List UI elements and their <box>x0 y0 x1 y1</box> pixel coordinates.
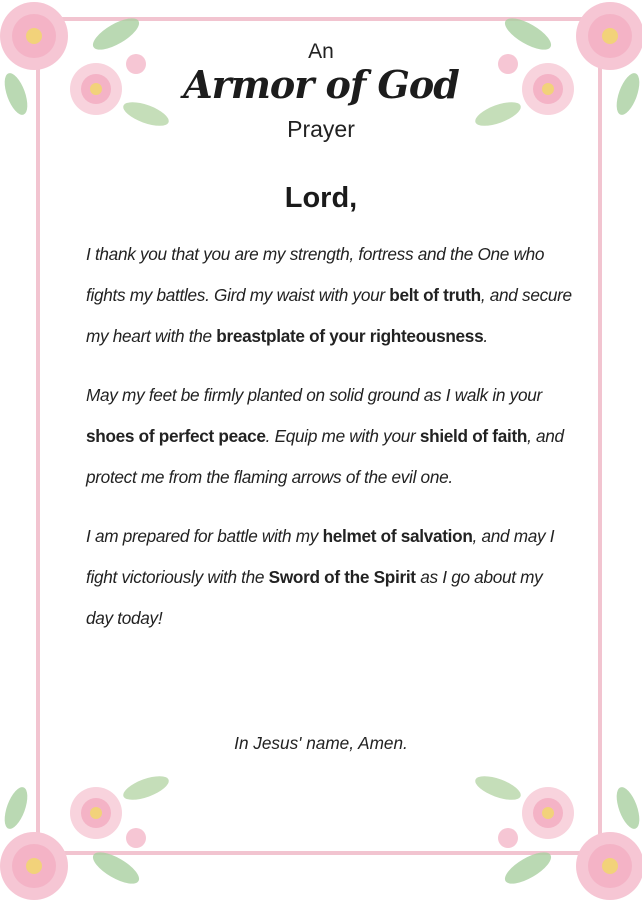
armor-shoes: shoes of perfect peace <box>86 426 266 446</box>
paragraph-text: . Equip me with your <box>265 426 420 446</box>
page-title: Armor of God <box>183 62 459 107</box>
paragraph-text: , and may I fight victoriously with the <box>86 526 555 587</box>
paragraph-text: I am prepared for battle with my <box>86 526 323 546</box>
paragraph-2 <box>86 375 572 498</box>
closing-line: In Jesus' name, Amen. <box>234 733 408 753</box>
paragraph-text: as I go about my day today! <box>86 567 543 628</box>
title-suffix: Prayer <box>287 116 355 142</box>
paragraph-text: , and secure my heart with the <box>86 285 572 346</box>
armor-breastplate: breastplate of your righteousness <box>216 326 484 346</box>
prayer-body <box>86 234 572 657</box>
armor-shield: shield of faith <box>419 426 528 446</box>
title-prefix: An <box>308 40 334 63</box>
paragraph-text: May my feet be firmly planted on solid ground as I walk in your <box>86 385 542 405</box>
paragraph-text: I thank you that you are my strength, fortress and the One who fights my battles. Gird my waist with your <box>86 244 545 305</box>
paragraph-text: . <box>483 326 488 346</box>
armor-belt: belt of truth <box>389 285 481 305</box>
paragraph-3 <box>86 516 572 639</box>
paragraph-1 <box>86 234 572 357</box>
paragraph-text: , and protect me from the flaming arrows of the evil one. <box>86 426 564 487</box>
armor-sword: Sword of the Spirit <box>268 567 416 587</box>
armor-helmet: helmet of salvation <box>322 526 473 546</box>
floral-corner-icon <box>0 738 186 908</box>
floral-corner-icon <box>458 738 642 908</box>
greeting: Lord, <box>284 182 358 214</box>
